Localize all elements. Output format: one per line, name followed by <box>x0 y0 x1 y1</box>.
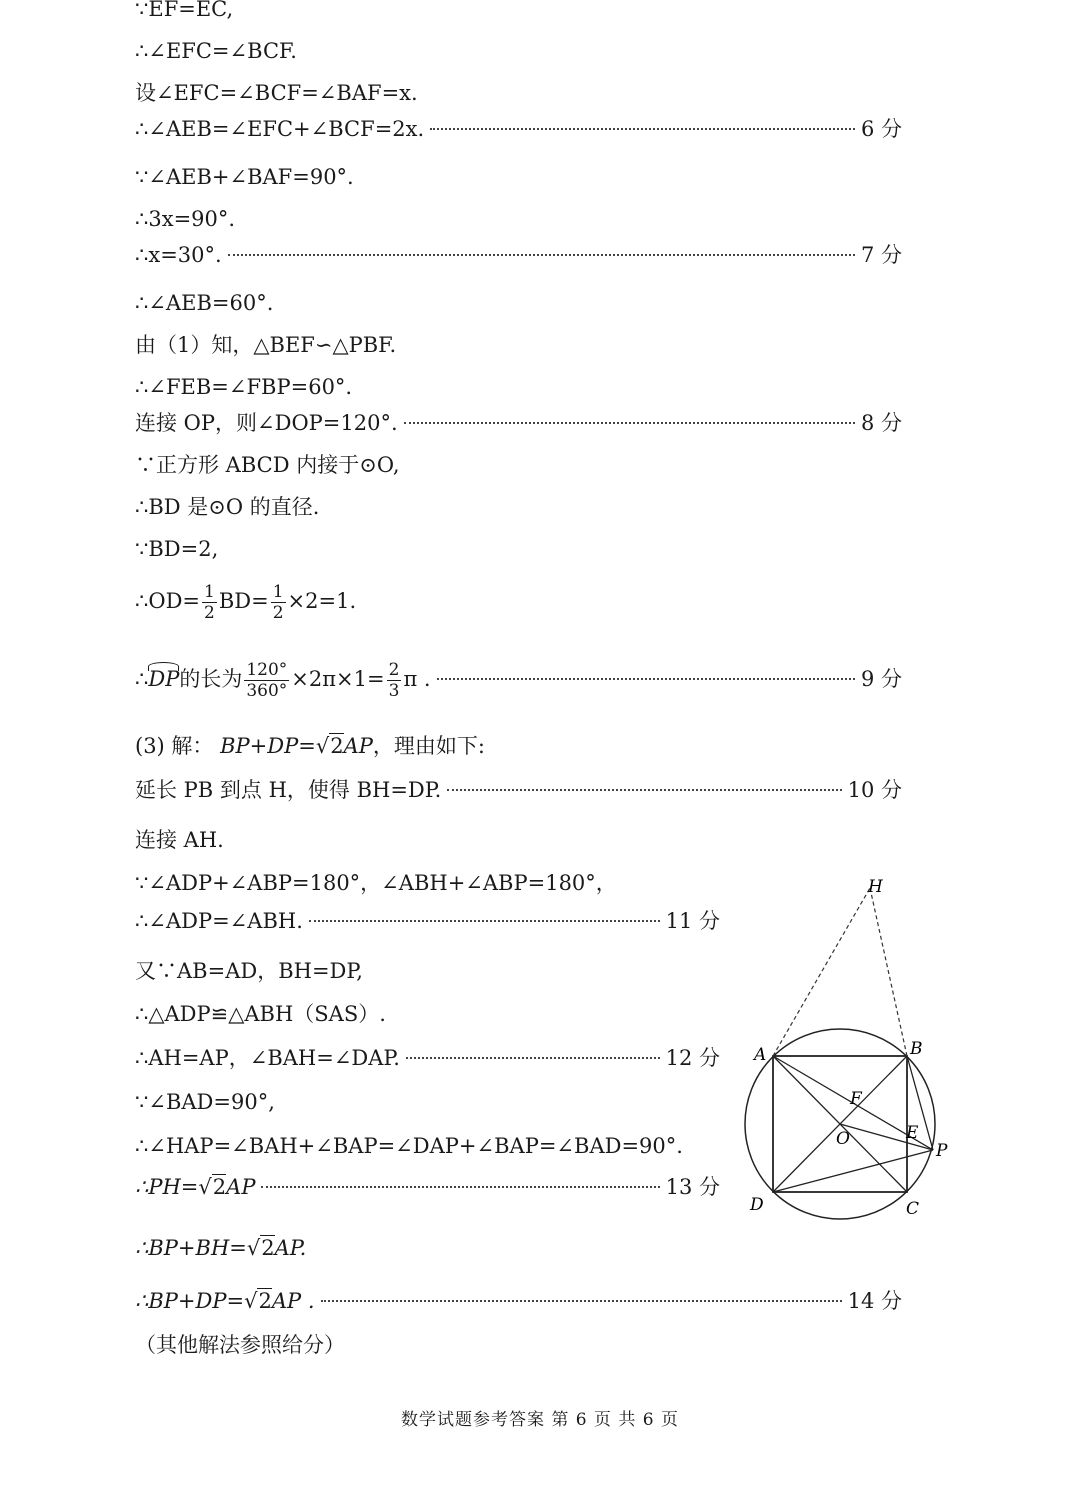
label-f: F <box>850 1089 862 1109</box>
line-bp-bh: ∴BP+BH=√2AP. <box>135 1236 307 1260</box>
label-c: C <box>906 1199 920 1219</box>
line-connect-ah: 连接 AH. <box>135 828 224 852</box>
line-part3-claim: (3) 解： BP+DP=√2AP，理由如下: <box>135 734 485 758</box>
line-other-methods: （其他解法参照给分） <box>135 1333 345 1357</box>
line-x-30: ∴x=30°. 7 分 <box>135 243 902 267</box>
line-ef-ec: ∵EF=EC, <box>135 0 234 21</box>
line-efc-bcf: ∴∠EFC=∠BCF. <box>135 39 297 63</box>
page-footer: 数学试题参考答案 第 6 页 共 6 页 <box>400 1410 680 1430</box>
line-ab-ad: 又∵AB=AD，BH=DP, <box>135 959 363 983</box>
line-square-inscribed: ∵正方形 ABCD 内接于⊙O, <box>135 453 400 477</box>
line-set-x: 设∠EFC=∠BCF=∠BAF=x. <box>135 81 418 105</box>
fraction: $\frac{120^\circ}{360^\circ}$ <box>246 660 288 701</box>
label-p: P <box>936 1141 948 1161</box>
line-arc-length: ∴DP的长为 $\frac{120^\circ}{360^\circ}$ ×2π×1= $\frac{2}{3}$ π . 9 分 <box>135 660 902 701</box>
arc-dp: DP <box>148 664 179 694</box>
line-aeb-60: ∴∠AEB=60°. <box>135 291 274 315</box>
line-ah-ap: ∴AH=AP，∠BAH=∠DAP. 12 分 <box>135 1046 720 1070</box>
line-similar: 由（1）知，△BEF∽△PBF. <box>135 333 397 357</box>
fraction: $\frac{2}{3}$ <box>388 660 400 701</box>
line-3x: ∴3x=90°. <box>135 207 236 231</box>
fraction: $\frac{1}{2}$ <box>204 582 215 623</box>
line-dop-120: 连接 OP，则∠DOP=120°. 8 分 <box>135 411 902 435</box>
label-h: H <box>868 877 883 897</box>
label-e: E <box>906 1123 919 1143</box>
line-bp-dp-final: ∴BP+DP=√2AP . 14 分 <box>135 1289 902 1313</box>
line-ph-sqrt2ap: ∴PH=√2AP 13 分 <box>135 1175 720 1199</box>
line-bd-diameter: ∴BD 是⊙O 的直径. <box>135 495 320 519</box>
label-b: B <box>910 1039 923 1059</box>
line-hap-90: ∴∠HAP=∠BAH+∠BAP=∠DAP+∠BAP=∠BAD=90°. <box>135 1134 683 1158</box>
line-bad-90: ∵∠BAD=90°, <box>135 1090 275 1114</box>
label-a: A <box>754 1045 767 1065</box>
fraction: $\frac{1}{2}$ <box>272 582 284 623</box>
line-extend-pb: 延长 PB 到点 H，使得 BH=DP. 10 分 <box>135 778 902 802</box>
line-adp-abh: ∴∠ADP=∠ABH. 11 分 <box>135 909 720 933</box>
label-o: O <box>836 1129 850 1149</box>
line-od-half: ∴OD= $\frac{1}{2}$ BD= $\frac{1}{2}$ ×2=1. <box>135 582 357 623</box>
line-bd-2: ∵BD=2, <box>135 537 219 561</box>
line-aeb-baf-90: ∵∠AEB+∠BAF=90°. <box>135 165 354 189</box>
geometry-figure <box>740 870 960 1225</box>
line-feb-fbp: ∴∠FEB=∠FBP=60°. <box>135 375 353 399</box>
line-congruent: ∴△ADP≌△ABH（SAS）. <box>135 1002 386 1026</box>
line-angles-180: ∵∠ADP+∠ABP=180°，∠ABH+∠ABP=180°， <box>135 871 617 895</box>
line-aeb-2x: ∴∠AEB=∠EFC+∠BCF=2x. 6 分 <box>135 117 902 141</box>
label-d: D <box>750 1195 764 1215</box>
